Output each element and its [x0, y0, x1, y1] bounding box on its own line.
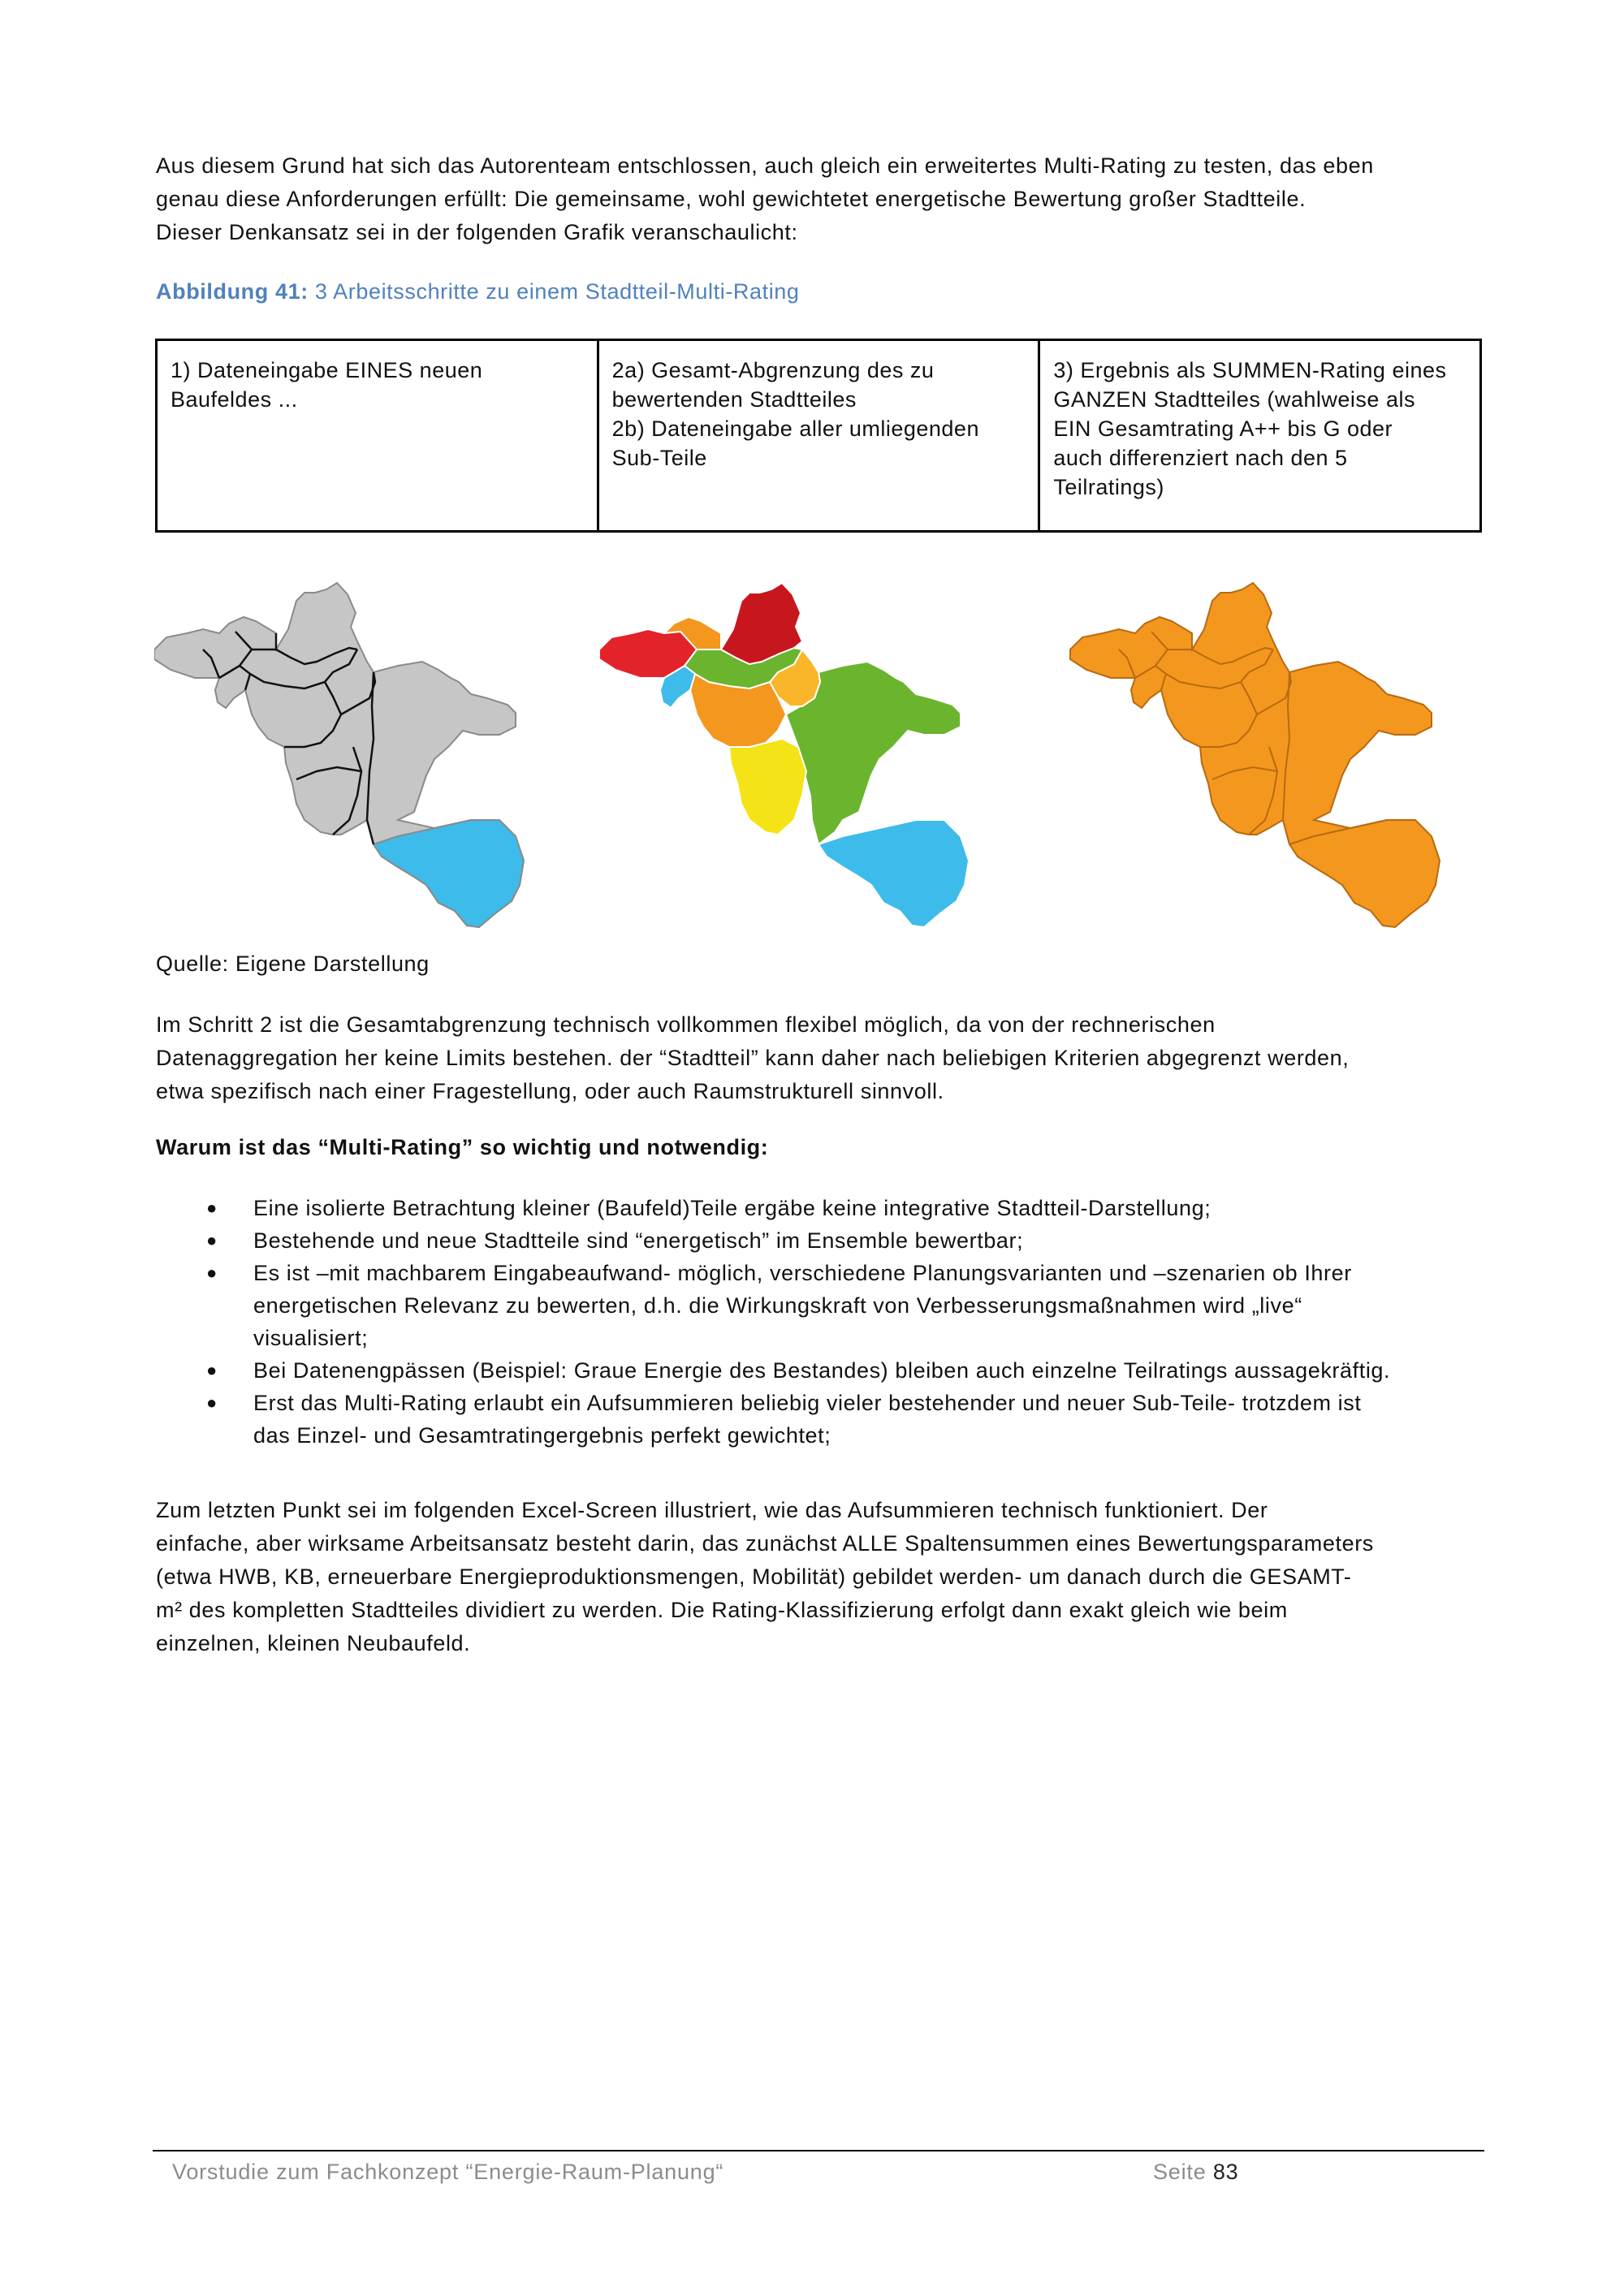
map-step-2: [599, 583, 969, 927]
text-line: Datenaggregation her keine Limits bestehen. der “Stadtteil” kann daher nach beliebigen Kriterien abgegrenzt werden,: [156, 1046, 1350, 1070]
step-line: 1) Dateneingabe EINES neuen: [171, 358, 483, 382]
text-line: Bei Datenengpässen (Beispiel: Graue Energie des Bestandes) bleiben auch einzelne Teilratings aussagekräftig.: [253, 1358, 1391, 1383]
bullet-icon: ●: [206, 1360, 218, 1380]
text-line: Erst das Multi-Rating erlaubt ein Aufsummieren beliebig vieler bestehender und neuer Sub-Teile- trotzdem ist: [253, 1391, 1362, 1415]
step-line: GANZEN Stadtteiles (wahlweise als: [1053, 387, 1415, 412]
step-cell-1: [157, 340, 598, 532]
step-line: Teilratings): [1053, 475, 1164, 499]
step-line: 2a) Gesamt-Abgrenzung des zu: [611, 358, 935, 382]
intro-paragraph: [156, 149, 1479, 249]
step-line: Sub-Teile: [611, 446, 707, 470]
section-heading: Warum ist das “Multi-Rating” so wichtig und notwendig:: [156, 1135, 769, 1159]
text-line: Aus diesem Grund hat sich das Autorenteam entschlossen, auch gleich ein erweitertes Multi-Rating zu testen, das eben: [156, 153, 1374, 178]
text-line: Bestehende und neue Stadtteile sind “energetisch” im Ensemble bewertbar;: [253, 1228, 1024, 1253]
text-line: Es ist –mit machbarem Eingabeaufwand- möglich, verschiedene Planungsvarianten und –szenarien ob Ihrer: [253, 1261, 1352, 1285]
bullet-list: [156, 1192, 1488, 1452]
text-line: einzelnen, kleinen Neubaufeld.: [156, 1631, 471, 1655]
list-item: [156, 1354, 1488, 1387]
map-step-3: [1070, 583, 1440, 927]
text-line: Dieser Denkansatz sei in der folgenden Grafik veranschaulicht:: [156, 220, 798, 244]
bullet-icon: ●: [206, 1230, 218, 1250]
text-line: Zum letzten Punkt sei im folgenden Excel-Screen illustriert, wie das Aufsummieren technisch funktioniert. Der: [156, 1498, 1268, 1522]
steps-table: [155, 339, 1482, 533]
footer-document-title: Vorstudie zum Fachkonzept “Energie-Raum-Planung“: [172, 2160, 724, 2184]
step-cell-2: [598, 340, 1039, 532]
text-line: genau diese Anforderungen erfüllt: Die gemeinsame, wohl gewichtetet energetische Bewertung großer Stadtteile.: [156, 187, 1307, 211]
page-label: Seite: [1153, 2160, 1207, 2184]
figure-title: 3 Arbeitsschritte zu einem Stadtteil-Multi-Rating: [314, 279, 800, 304]
text-line: Eine isolierte Betrachtung kleiner (Baufeld)Teile ergäbe keine integrative Stadtteil-Darstellung;: [253, 1196, 1212, 1220]
step-line: 3) Ergebnis als SUMMEN-Rating eines: [1053, 358, 1447, 382]
bullet-icon: ●: [206, 1262, 218, 1283]
figure-caption: [156, 279, 800, 304]
text-line: visualisiert;: [253, 1326, 369, 1350]
figure-source: Quelle: Eigene Darstellung: [156, 952, 430, 976]
text-line: etwa spezifisch nach einer Fragestellung, oder auch Raumstrukturell sinnvoll.: [156, 1079, 944, 1103]
footer-page: [1153, 2160, 1239, 2185]
text-line: Im Schritt 2 ist die Gesamtabgrenzung technisch vollkommen flexibel möglich, da von der rechnerischen: [156, 1012, 1216, 1037]
step-cell-3: [1039, 340, 1481, 532]
text-line: einfache, aber wirksame Arbeitsansatz besteht darin, das zunächst ALLE Spaltensummen eines Bewertungsparameters: [156, 1531, 1374, 1556]
list-item: [156, 1224, 1488, 1257]
step-line: bewertenden Stadtteiles: [611, 387, 857, 412]
text-line: energetischen Relevanz zu bewerten, d.h. die Wirkungskraft von Verbesserungsmaßnahmen wird „live“: [253, 1293, 1302, 1318]
step-line: 2b) Dateneingabe aller umliegenden: [611, 416, 979, 441]
footer-divider: [153, 2150, 1484, 2151]
text-line: (etwa HWB, KB, erneuerbare Energieproduktionsmengen, Mobilität) gebildet werden- um danach durch die GESAMT-: [156, 1564, 1352, 1589]
paragraph-schritt-2: [156, 1008, 1479, 1108]
figure-label: Abbildung 41:: [156, 279, 309, 304]
map-step-1: [154, 583, 524, 927]
text-line: m² des kompletten Stadtteiles dividiert zu werden. Die Rating-Klassifizierung erfolgt dann exakt gleich wie beim: [156, 1598, 1288, 1622]
text-line: das Einzel- und Gesamtratingergebnis perfekt gewichtet;: [253, 1423, 831, 1448]
paragraph-aufsummieren: [156, 1494, 1479, 1660]
list-item: [156, 1387, 1488, 1452]
bullet-icon: ●: [206, 1392, 218, 1413]
district-maps: [154, 568, 1486, 934]
step-line: Baufeldes ...: [171, 387, 298, 412]
step-line: auch differenziert nach den 5: [1053, 446, 1348, 470]
list-item: [156, 1257, 1488, 1354]
page-number: 83: [1212, 2160, 1239, 2184]
bullet-icon: ●: [206, 1198, 218, 1218]
step-line: EIN Gesamtrating A++ bis G oder: [1053, 416, 1393, 441]
list-item: [156, 1192, 1488, 1224]
